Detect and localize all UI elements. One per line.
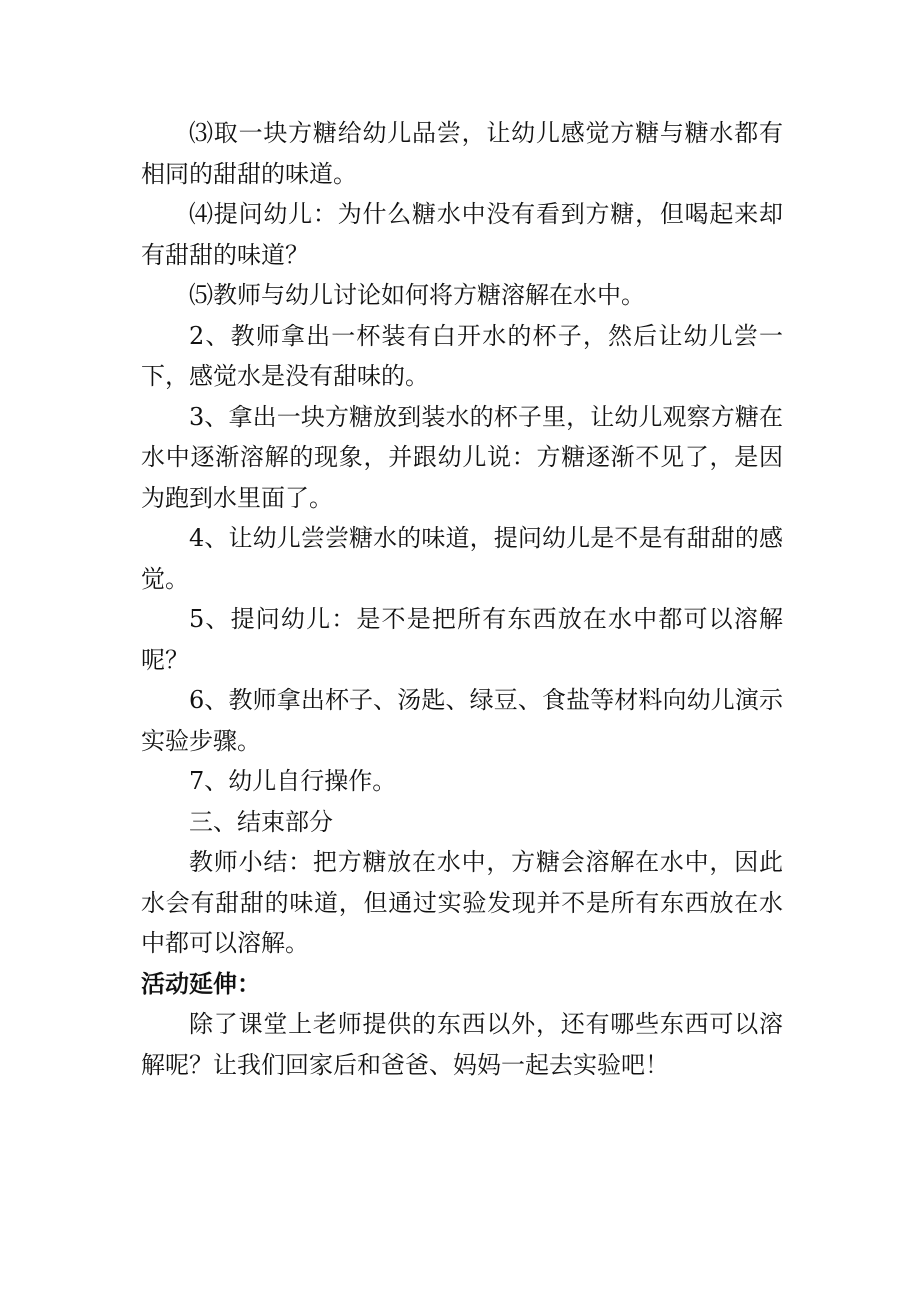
- paragraph-step-4-sub: ⑷提问幼儿：为什么糖水中没有看到方糖，但喝起来却有甜甜的味道？: [141, 200, 783, 269]
- paragraph-step-7: 7、幼儿自行操作。: [189, 767, 397, 795]
- paragraph-extension: 除了课堂上老师提供的东西以外，还有哪些东西可以溶解呢？让我们回家后和爸爸、妈妈一起去实验吧！: [141, 1010, 783, 1079]
- paragraph-step-2: 2、教师拿出一杯装有白开水的杯子，然后让幼儿尝一下，感觉水是没有甜味的。: [141, 321, 783, 390]
- paragraph-step-3-sub: ⑶取一块方糖给幼儿品尝，让幼儿感觉方糖与糖水都有相同的甜甜的味道。: [141, 119, 783, 188]
- paragraph-teacher-summary: 教师小结：把方糖放在水中，方糖会溶解在水中，因此水会有甜甜的味道，但通过实验发现并不是所有东西放在水中都可以溶解。: [141, 848, 783, 957]
- document-body: [141, 113, 783, 1085]
- paragraph-step-5-sub: ⑸教师与幼儿讨论如何将方糖溶解在水中。: [189, 281, 645, 309]
- paragraph-step-3: 3、拿出一块方糖放到装水的杯子里，让幼儿观察方糖在水中逐渐溶解的现象，并跟幼儿说：方糖逐渐不见了，是因为跑到水里面了。: [141, 402, 783, 512]
- paragraph-step-5: 5、提问幼儿：是不是把所有东西放在水中都可以溶解呢？: [141, 605, 783, 674]
- section-title-ending: 三、结束部分: [189, 807, 333, 836]
- paragraph-step-4: 4、让幼儿尝尝糖水的味道，提问幼儿是不是有甜甜的感觉。: [141, 524, 783, 593]
- section-heading-activity-extension: 活动延伸：: [141, 969, 261, 998]
- paragraph-step-6: 6、教师拿出杯子、汤匙、绿豆、食盐等材料向幼儿演示实验步骤。: [141, 686, 783, 755]
